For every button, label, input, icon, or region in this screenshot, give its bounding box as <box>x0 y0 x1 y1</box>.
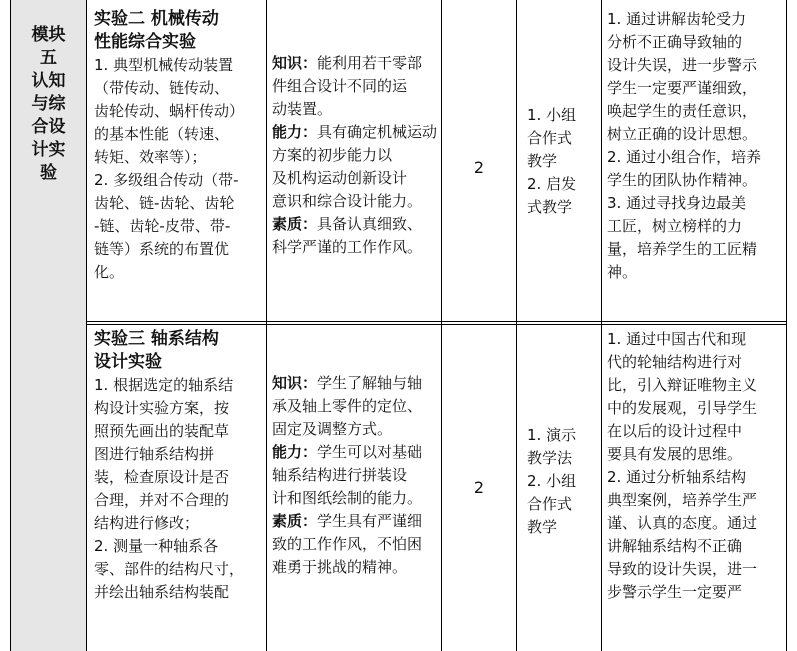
grid-line <box>86 0 87 651</box>
grid-line <box>601 0 602 651</box>
grid-line <box>86 321 787 322</box>
grid-line <box>516 0 517 651</box>
experiment-cell <box>94 8 262 284</box>
methods-cell: 1. 小组 合作式 教学 2. 启发 式教学 <box>527 106 577 216</box>
hours-cell: 2 <box>473 478 485 497</box>
grid-line <box>266 0 267 651</box>
hours-cell: 2 <box>473 158 485 177</box>
experiment-cell <box>94 328 262 604</box>
experiment-title: 实验三 轴系结构 设计实验 <box>94 329 219 372</box>
experiment-content: 1. 根据选定的轴系结 构设计实验方案，按 照预先画出的装配草 图进行轴系结构拼 装，检查原设计是否 合理，并对不合理的 结构进行修改； 2. 测量一种轴系各 零、部件的结构尺寸， 并绘出轴系结构装配 <box>94 376 245 601</box>
knowledge-label: 知识： <box>272 54 318 72</box>
grid-line <box>86 324 787 325</box>
grid-line <box>786 0 787 651</box>
ability-label: 能力： <box>272 123 318 141</box>
quality-label: 素质： <box>272 215 318 233</box>
experiment-content: 1. 典型机械传动装置 （带传动、链传动、 齿轮传动、蜗杆传动） 的基本性能（转速、 转矩、效率等）； 2. 多级组合传动（带- 齿轮、链-齿轮、齿轮 -链、齿轮-皮带、带- 链等）系统的布置优 化。 <box>94 56 245 281</box>
knowledge-label: 知识： <box>272 374 318 392</box>
module-label: 模块 五 认知 与综 合设 计实 验 <box>31 25 66 183</box>
experiment-title: 实验二 机械传动 性能综合实验 <box>94 9 219 52</box>
objectives-cell: 知识：能利用若干零部 件组合设计不同的运 动装置。 能力：具有确定机械运动 方案的初步能力以 及机构运动创新设计 意识和综合设计能力。 素质：具备认真细致、 科学严谨的工作作风。 <box>272 54 438 256</box>
objectives-cell: 知识：学生了解轴与轴 承及轴上零件的定位、 固定及调整方式。 能力：学生可以对基础 轴系结构进行拼装设 计和图纸绘制的能力。 素质：学生具有严谨细 致的工作作风，不怕困 难勇于挑战的精神。 <box>272 374 423 576</box>
methods-cell: 1. 演示 教学法 2. 小组 合作式 教学 <box>527 426 577 536</box>
ability-label: 能力： <box>272 443 318 461</box>
quality-label: 素质： <box>272 512 318 530</box>
ideology-cell: 1. 通过中国古代和现 代的轮轴结构进行对 比，引入辩证唯物主义 中的发展观，引导学生 在以后的设计过程中 要具有发展的思维。 2. 通过分析轴系结构 典型案例，培养学生严 谨、认真的态度。通过 讲解轴系结构不正确 导致的设计失误，进一 步警示学生一定要严 <box>607 330 758 601</box>
ideology-cell: 1. 通过讲解齿轮受力 分析不正确导致轴的 设计失误，进一步警示 学生一定要严谨细致， 唤起学生的责任意识， 树立正确的设计思想。 2. 通过小组合作，培养 学生的团队协作精神。 3. 通过寻找身边最美 工匠，树立榜样的力 量，培养学生的工匠精 神。 <box>607 10 762 281</box>
grid-line <box>441 0 442 651</box>
